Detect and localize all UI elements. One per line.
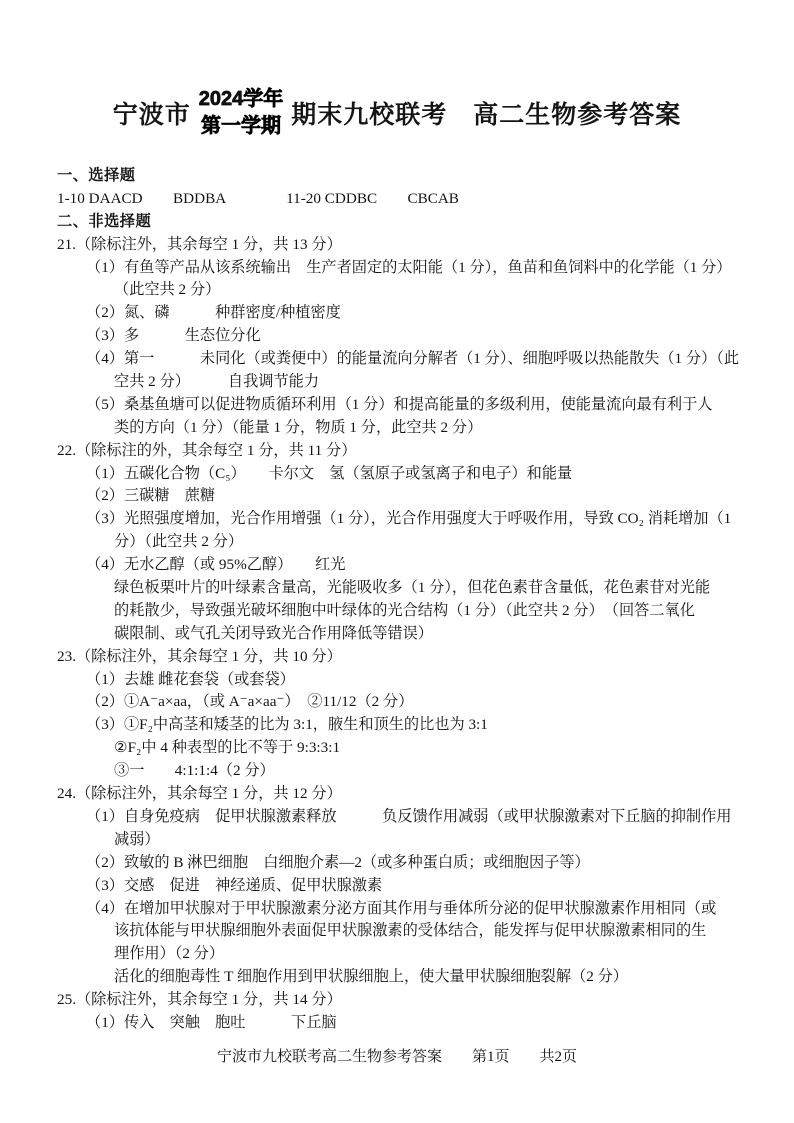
q24-item-4-cont-1: 该抗体能与甲状腺细胞外表面促甲状腺激素的受体结合，能发挥与促甲状腺激素相同的生 <box>114 922 707 940</box>
q22-item-4-cont-2: 的耗散少，导致强光破坏细胞中叶绿体的光合结构（1 分）（此空共 2 分） （回答二氧化 <box>114 601 695 619</box>
q23-item-3-cont-2: ③一 4:1:1:4（2 分） <box>114 762 275 780</box>
q22-item-4: （4）无水乙醇（或 95%乙醇） 红光 <box>86 556 346 574</box>
q21-item-1: （1）有鱼等产品从该系统输出 生产者固定的太阳能（1 分），鱼苗和鱼饲料中的化学能（1 分） <box>86 258 732 276</box>
q24-item-1: （1）自身免疫病 促甲状腺激素释放 负反馈作用减弱（或甲状腺激素对下丘脑的抑制作用 <box>86 807 732 825</box>
q21-item-4: （4）第一 未同化（或粪便中）的能量流向分解者（1 分）、细胞呼吸以热能散失（1 分）（此 <box>86 350 740 368</box>
title-term-year: 2024学年 <box>198 88 284 110</box>
answer-body <box>57 165 739 1035</box>
q22-item-3: （3）光照强度增加，光合作用增强（1 分），光合作用强度大于呼吸作用，导致 CO₂ 消耗增加（1 <box>86 510 732 528</box>
q24-item-1-cont: 减弱） <box>114 830 160 848</box>
multiple-choice-answers: 1-10 DAACD BDDBA 11-20 CDDBC CBCAB <box>57 189 459 207</box>
q23-header: 23.（除标注外，其余每空 1 分，共 10 分） <box>57 647 342 665</box>
q24-header: 24.（除标注外，其余每空 1 分，共 12 分） <box>57 785 342 803</box>
title-term-semester: 第一学期 <box>201 115 281 137</box>
q22-header: 22.（除标注的外，其余每空 1 分，共 11 分） <box>57 441 357 459</box>
q21-item-2: （2）氮、磷 种群密度/种植密度 <box>86 304 341 322</box>
title-term-stack <box>199 86 284 140</box>
q25-item-1: （1）传入 突触 胞吐 下丘脑 <box>86 1013 337 1031</box>
q22-item-3-cont: 分）（此空共 2 分） <box>114 533 244 551</box>
q24-item-4-cont-2: 理作用）（2 分） <box>114 945 225 963</box>
q21-item-5-cont: 类的方向（1 分）（能量 1 分，物质 1 分，此空共 2 分） <box>114 418 483 436</box>
title-exam-name: 期末九校联考 高二生物参考答案 <box>291 102 682 129</box>
section-heading-multiple-choice: 一、选择题 <box>57 167 136 184</box>
page-footer: 宁波市九校联考高二生物参考答案 第1页 共2页 <box>216 1049 577 1065</box>
q22-item-2: （2）三碳糖 蔗糖 <box>86 487 216 505</box>
title-city: 宁波市 <box>112 102 191 129</box>
q23-item-1: （1）去雄 雌花套袋（或套袋） <box>86 670 295 688</box>
q21-item-1-cont: （此空共 2 分） <box>114 281 221 299</box>
page-title <box>0 86 794 140</box>
q23-item-2: （2）①A⁻a×aa，（或 A⁻a×aa⁻） ②11/12（2 分） <box>86 693 414 711</box>
q22-item-4-cont-3: 碳限制、或气孔关闭导致光合作用降低等错误） <box>114 624 433 642</box>
q24-item-3: （3）交感 促进 神经递质、促甲状腺激素 <box>86 876 383 894</box>
section-heading-free-response: 二、非选择题 <box>57 212 152 230</box>
q23-item-3: （3）①F₂中高茎和矮茎的比为 3:1，腋生和顶生的比也为 3:1 <box>86 716 488 734</box>
q24-item-4: （4）在增加甲状腺对于甲状腺激素分泌方面其作用与垂体所分泌的促甲状腺激素作用相同（或 <box>86 899 717 917</box>
q24-item-2: （2）致敏的 B 淋巴细胞 白细胞介素—2（或多种蛋白质；或细胞因子等） <box>86 853 590 871</box>
q21-item-4-cont: 空共 2 分） 自我调节能力 <box>114 373 320 391</box>
q21-header: 21.（除标注外，其余每空 1 分，共 13 分） <box>57 235 342 253</box>
q25-header: 25.（除标注外，其余每空 1 分，共 14 分） <box>57 991 342 1009</box>
q24-item-4-cont-3: 活化的细胞毒性 T 细胞作用到甲状腺细胞上，使大量甲状腺细胞裂解（2 分） <box>114 968 628 986</box>
q22-item-4-cont-1: 绿色板栗叶片的叶绿素含量高，光能吸收多（1 分），但花色素苷含量低，花色素苷对光能 <box>114 579 711 597</box>
q23-item-3-cont-1: ②F₂中 4 种表型的比不等于 9:3:3:1 <box>114 739 341 757</box>
q21-item-3: （3）多 生态位分化 <box>86 327 261 345</box>
q22-item-1: （1）五碳化合物（C₅） 卡尔文 氢（氢原子或氢离子和电子）和能量 <box>86 464 573 482</box>
q21-item-5: （5）桑基鱼塘可以促进物质循环利用（1 分）和提高能量的多级利用，使能量流向最有利于人 <box>86 395 713 413</box>
